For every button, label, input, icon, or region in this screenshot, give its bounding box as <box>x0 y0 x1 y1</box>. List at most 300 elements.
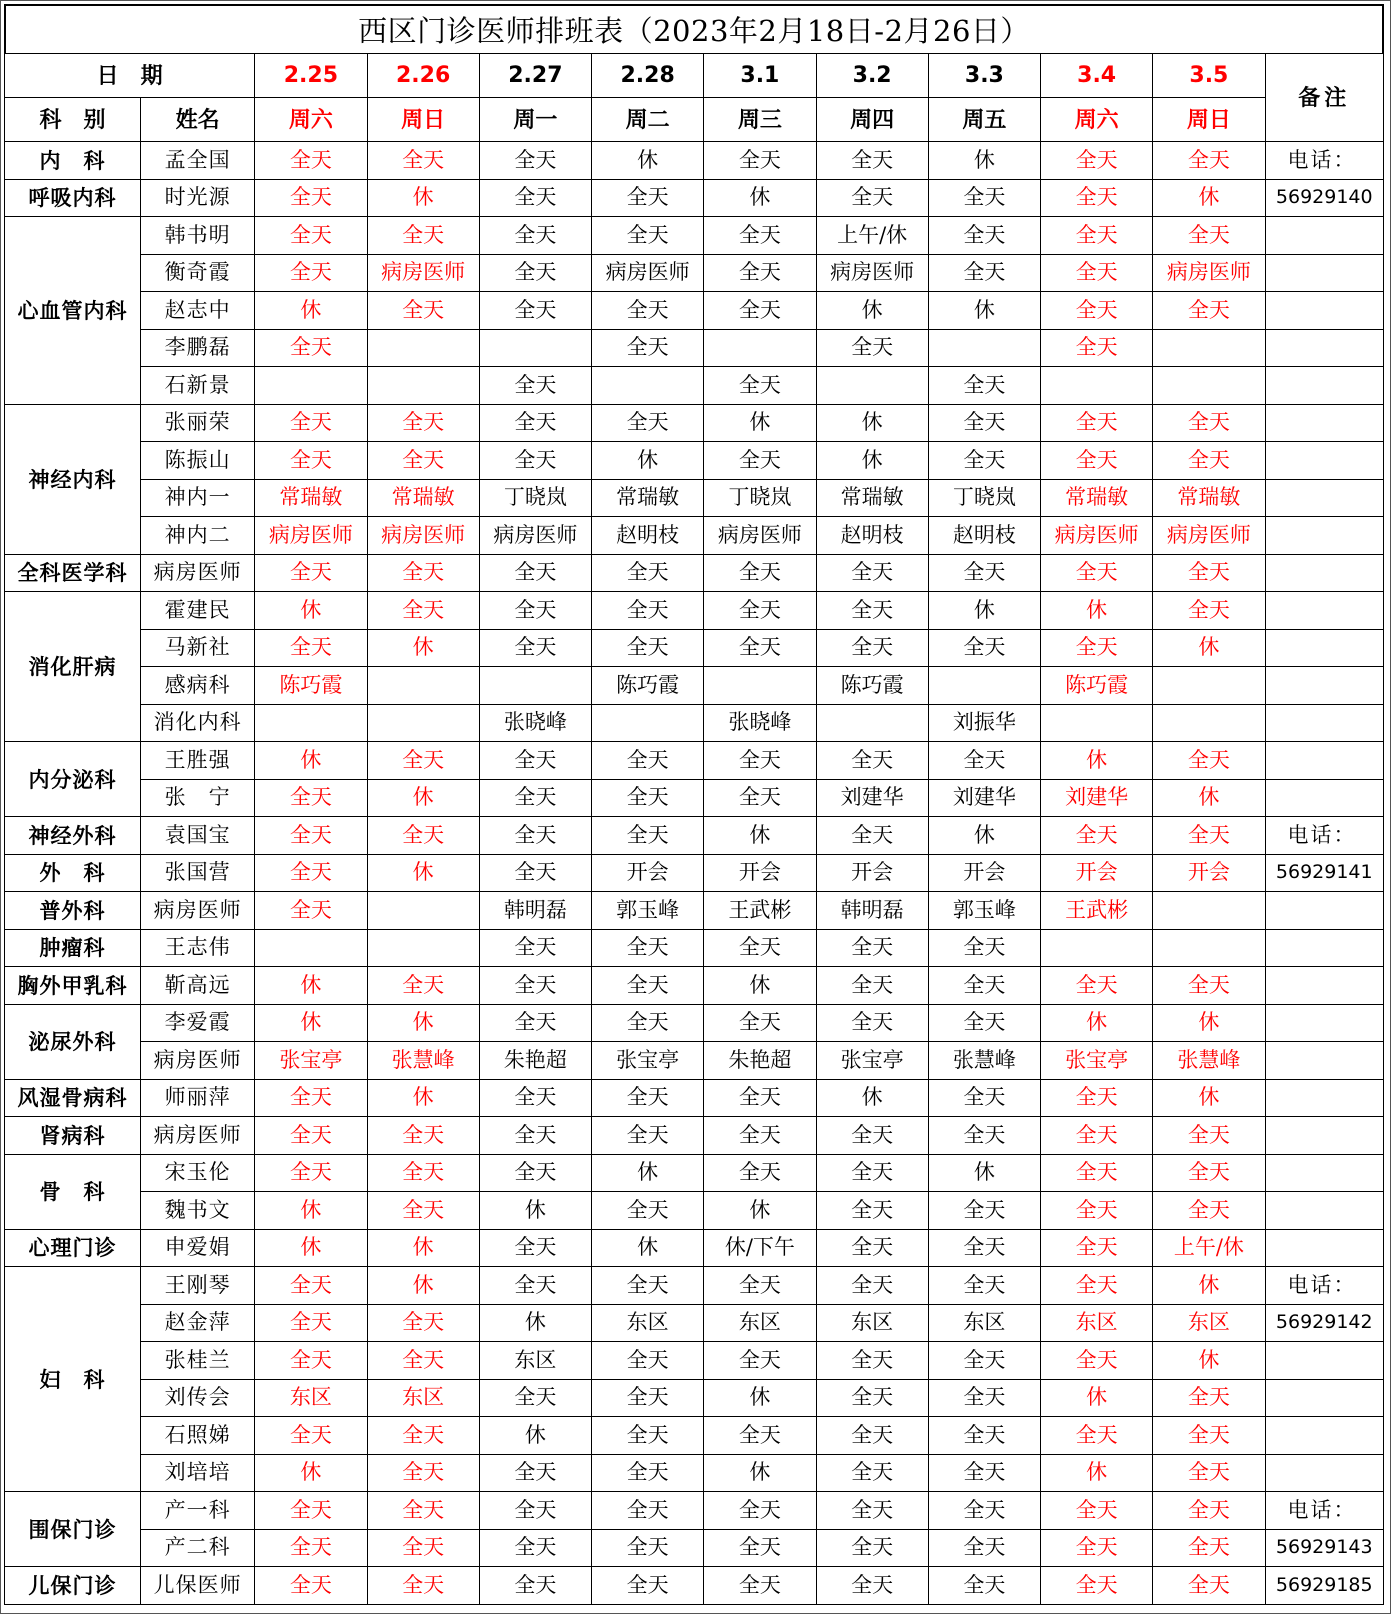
shift-cell <box>1041 367 1153 405</box>
remark-cell <box>1265 554 1383 592</box>
remark-cell <box>1265 892 1383 930</box>
shift-cell: 休 <box>592 142 704 180</box>
shift-cell: 全天 <box>255 817 367 855</box>
shift-cell: 休 <box>255 967 367 1005</box>
shift-cell: 全天 <box>704 367 816 405</box>
shift-cell: 东区 <box>1153 1304 1265 1342</box>
remark-cell: 56929140 <box>1265 179 1383 217</box>
shift-cell: 休 <box>816 292 928 330</box>
doctor-name-cell: 张 宁 <box>140 779 254 817</box>
shift-cell: 全天 <box>1041 1192 1153 1230</box>
shift-cell: 全天 <box>592 404 704 442</box>
shift-cell: 全天 <box>592 967 704 1005</box>
shift-cell: 全天 <box>1153 404 1265 442</box>
department-cell: 外 科 <box>5 854 141 892</box>
shift-cell <box>592 367 704 405</box>
shift-cell: 张宝亭 <box>255 1042 367 1080</box>
shift-cell: 全天 <box>1041 1079 1153 1117</box>
shift-cell: 全天 <box>704 1004 816 1042</box>
shift-cell: 常瑞敏 <box>1041 479 1153 517</box>
shift-cell: 全天 <box>255 1342 367 1380</box>
doctor-name-cell: 产二科 <box>140 1529 254 1567</box>
shift-cell: 全天 <box>592 1267 704 1305</box>
shift-cell <box>479 667 591 705</box>
shift-cell: 全天 <box>592 217 704 255</box>
shift-cell: 常瑞敏 <box>1153 479 1265 517</box>
shift-cell: 王武彬 <box>704 892 816 930</box>
remark-cell <box>1265 1417 1383 1455</box>
shift-cell: 刘建华 <box>816 779 928 817</box>
shift-cell: 全天 <box>928 1079 1040 1117</box>
shift-cell: 全天 <box>255 1529 367 1567</box>
shift-cell: 全天 <box>816 1192 928 1230</box>
shift-cell: 全天 <box>1153 442 1265 480</box>
doctor-name-cell: 病房医师 <box>140 1117 254 1155</box>
shift-cell: 全天 <box>704 1079 816 1117</box>
shift-cell: 全天 <box>928 1492 1040 1530</box>
doctor-name-cell: 魏书文 <box>140 1192 254 1230</box>
shift-cell: 全天 <box>928 1379 1040 1417</box>
shift-cell: 全天 <box>816 554 928 592</box>
department-cell: 神经内科 <box>5 404 141 554</box>
shift-cell <box>928 667 1040 705</box>
shift-cell: 全天 <box>255 442 367 480</box>
shift-cell: 全天 <box>255 1304 367 1342</box>
shift-cell <box>1041 929 1153 967</box>
department-cell: 心理门诊 <box>5 1229 141 1267</box>
shift-cell: 东区 <box>479 1342 591 1380</box>
shift-cell: 全天 <box>255 1117 367 1155</box>
shift-cell: 全天 <box>367 217 479 255</box>
doctor-name-cell: 神内一 <box>140 479 254 517</box>
shift-cell: 全天 <box>928 367 1040 405</box>
shift-cell: 全天 <box>816 1529 928 1567</box>
shift-cell: 东区 <box>928 1304 1040 1342</box>
shift-cell: 全天 <box>704 1529 816 1567</box>
shift-cell: 全天 <box>1153 1192 1265 1230</box>
shift-cell: 休 <box>367 1004 479 1042</box>
shift-cell: 休 <box>367 1229 479 1267</box>
schedule-row <box>5 742 1384 780</box>
shift-cell: 全天 <box>479 742 591 780</box>
shift-cell: 全天 <box>592 1342 704 1380</box>
shift-cell: 丁晓岚 <box>928 479 1040 517</box>
schedule-row <box>5 1454 1384 1492</box>
shift-cell: 全天 <box>704 779 816 817</box>
shift-cell <box>367 667 479 705</box>
shift-cell: 休 <box>367 179 479 217</box>
shift-cell: 张慧峰 <box>1153 1042 1265 1080</box>
shift-cell: 休 <box>704 817 816 855</box>
schedule-row <box>5 1267 1384 1305</box>
shift-cell: 病房医师 <box>1153 254 1265 292</box>
doctor-name-cell: 王志伟 <box>140 929 254 967</box>
department-cell: 心血管内科 <box>5 217 141 405</box>
schedule-row <box>5 629 1384 667</box>
shift-cell: 陈巧霞 <box>816 667 928 705</box>
shift-cell: 全天 <box>1153 554 1265 592</box>
shift-cell: 休 <box>704 1454 816 1492</box>
shift-cell <box>1153 329 1265 367</box>
schedule-row <box>5 367 1384 405</box>
shift-cell: 全天 <box>367 554 479 592</box>
shift-cell: 休 <box>367 779 479 817</box>
shift-cell: 朱艳超 <box>479 1042 591 1080</box>
shift-cell: 开会 <box>1041 854 1153 892</box>
shift-cell: 全天 <box>1041 629 1153 667</box>
shift-cell: 开会 <box>816 854 928 892</box>
shift-cell: 休 <box>592 1229 704 1267</box>
remark-header: 备注 <box>1265 54 1383 142</box>
department-cell: 消化肝病 <box>5 592 141 742</box>
shift-cell: 全天 <box>367 442 479 480</box>
shift-cell <box>479 329 591 367</box>
shift-cell: 全天 <box>1153 1492 1265 1530</box>
shift-cell: 韩明磊 <box>479 892 591 930</box>
remark-cell <box>1265 1379 1383 1417</box>
shift-cell: 全天 <box>704 142 816 180</box>
shift-cell <box>928 329 1040 367</box>
shift-cell: 全天 <box>1153 1454 1265 1492</box>
shift-cell: 全天 <box>592 929 704 967</box>
shift-cell: 休 <box>704 1379 816 1417</box>
date-cell: 3.3 <box>928 54 1040 98</box>
shift-cell: 全天 <box>816 817 928 855</box>
department-cell: 普外科 <box>5 892 141 930</box>
shift-cell <box>367 929 479 967</box>
remark-cell <box>1265 442 1383 480</box>
shift-cell: 休 <box>704 967 816 1005</box>
roster-table <box>4 53 1384 1605</box>
schedule-row <box>5 179 1384 217</box>
shift-cell: 全天 <box>928 629 1040 667</box>
remark-cell <box>1265 1042 1383 1080</box>
shift-cell: 全天 <box>479 929 591 967</box>
header-row-weekdays <box>5 98 1384 142</box>
shift-cell: 全天 <box>255 892 367 930</box>
shift-cell: 休 <box>255 292 367 330</box>
shift-cell: 休 <box>1041 1379 1153 1417</box>
shift-cell: 全天 <box>479 1229 591 1267</box>
remark-cell <box>1265 404 1383 442</box>
shift-cell: 全天 <box>928 929 1040 967</box>
doctor-name-cell: 李爱霞 <box>140 1004 254 1042</box>
shift-cell: 全天 <box>1041 442 1153 480</box>
department-cell: 呼吸内科 <box>5 179 141 217</box>
shift-cell: 全天 <box>928 1229 1040 1267</box>
remark-cell <box>1265 217 1383 255</box>
shift-cell: 病房医师 <box>1041 517 1153 555</box>
shift-cell: 全天 <box>1041 142 1153 180</box>
shift-cell: 全天 <box>592 1417 704 1455</box>
shift-cell: 休 <box>704 179 816 217</box>
shift-cell: 病房医师 <box>704 517 816 555</box>
department-cell: 肿瘤科 <box>5 929 141 967</box>
shift-cell: 全天 <box>255 1417 367 1455</box>
shift-cell: 全天 <box>704 1267 816 1305</box>
shift-cell: 全天 <box>255 1492 367 1530</box>
shift-cell: 全天 <box>255 629 367 667</box>
remark-cell <box>1265 1229 1383 1267</box>
shift-cell: 全天 <box>479 1117 591 1155</box>
doctor-name-cell: 马新社 <box>140 629 254 667</box>
shift-cell <box>255 929 367 967</box>
doctor-name-cell: 病房医师 <box>140 1042 254 1080</box>
shift-cell: 全天 <box>479 592 591 630</box>
shift-cell: 全天 <box>367 404 479 442</box>
shift-cell: 休 <box>255 1229 367 1267</box>
schedule-row <box>5 1229 1384 1267</box>
doctor-name-cell: 李鹏磊 <box>140 329 254 367</box>
shift-cell: 全天 <box>479 367 591 405</box>
schedule-row <box>5 1079 1384 1117</box>
schedule-row <box>5 1342 1384 1380</box>
shift-cell: 休 <box>1153 1342 1265 1380</box>
shift-cell: 休 <box>367 854 479 892</box>
shift-cell: 休 <box>255 1004 367 1042</box>
remark-cell: 电话： <box>1265 1267 1383 1305</box>
weekday-cell: 周五 <box>928 98 1040 142</box>
shift-cell: 休 <box>367 629 479 667</box>
shift-cell: 全天 <box>1041 1342 1153 1380</box>
shift-cell: 全天 <box>479 404 591 442</box>
weekday-cell: 周三 <box>704 98 816 142</box>
shift-cell: 全天 <box>479 554 591 592</box>
schedule-row <box>5 1492 1384 1530</box>
shift-cell: 东区 <box>816 1304 928 1342</box>
shift-cell: 休 <box>928 142 1040 180</box>
shift-cell <box>367 892 479 930</box>
shift-cell: 全天 <box>816 329 928 367</box>
shift-cell <box>592 704 704 742</box>
schedule-row <box>5 704 1384 742</box>
shift-cell <box>1153 704 1265 742</box>
shift-cell: 全天 <box>255 329 367 367</box>
weekday-cell: 周日 <box>1153 98 1265 142</box>
shift-cell: 全天 <box>255 254 367 292</box>
shift-cell: 全天 <box>479 1379 591 1417</box>
schedule-row <box>5 967 1384 1005</box>
schedule-row <box>5 442 1384 480</box>
shift-cell: 全天 <box>704 1154 816 1192</box>
shift-cell: 全天 <box>704 554 816 592</box>
shift-cell: 全天 <box>1153 217 1265 255</box>
department-cell: 胸外甲乳科 <box>5 967 141 1005</box>
schedule-row <box>5 142 1384 180</box>
remark-cell <box>1265 929 1383 967</box>
weekday-cell: 周六 <box>1041 98 1153 142</box>
doctor-name-cell: 王胜强 <box>140 742 254 780</box>
shift-cell <box>255 704 367 742</box>
doctor-name-cell: 师丽萍 <box>140 1079 254 1117</box>
shift-cell: 休 <box>704 1192 816 1230</box>
shift-cell: 全天 <box>592 1192 704 1230</box>
shift-cell: 全天 <box>1041 1417 1153 1455</box>
shift-cell: 常瑞敏 <box>816 479 928 517</box>
doctor-name-cell: 赵金萍 <box>140 1304 254 1342</box>
shift-cell: 全天 <box>592 1079 704 1117</box>
doctor-name-cell: 时光源 <box>140 179 254 217</box>
date-cell: 2.27 <box>479 54 591 98</box>
shift-cell: 全天 <box>592 742 704 780</box>
shift-cell: 全天 <box>592 1117 704 1155</box>
shift-cell: 全天 <box>479 967 591 1005</box>
date-cell: 3.2 <box>816 54 928 98</box>
shift-cell: 休 <box>928 1154 1040 1192</box>
shift-cell: 全天 <box>928 1004 1040 1042</box>
shift-cell: 全天 <box>1041 179 1153 217</box>
shift-cell: 病房医师 <box>255 517 367 555</box>
shift-cell: 张宝亭 <box>816 1042 928 1080</box>
shift-cell: 病房医师 <box>816 254 928 292</box>
shift-cell: 全天 <box>816 179 928 217</box>
shift-cell: 陈巧霞 <box>255 667 367 705</box>
schedule-row <box>5 1529 1384 1567</box>
shift-cell: 全天 <box>367 1342 479 1380</box>
doctor-name-cell: 刘培培 <box>140 1454 254 1492</box>
remark-cell <box>1265 967 1383 1005</box>
shift-cell: 东区 <box>367 1379 479 1417</box>
shift-cell: 全天 <box>816 929 928 967</box>
shift-cell: 全天 <box>704 592 816 630</box>
shift-cell <box>704 329 816 367</box>
schedule-row <box>5 1154 1384 1192</box>
shift-cell: 休 <box>704 404 816 442</box>
remark-cell <box>1265 517 1383 555</box>
shift-cell: 全天 <box>1153 817 1265 855</box>
shift-cell: 全天 <box>1041 217 1153 255</box>
shift-cell: 休 <box>592 1154 704 1192</box>
remark-cell <box>1265 479 1383 517</box>
shift-cell: 全天 <box>704 629 816 667</box>
remark-cell: 电话： <box>1265 817 1383 855</box>
shift-cell: 刘振华 <box>928 704 1040 742</box>
shift-cell: 全天 <box>479 629 591 667</box>
shift-cell: 全天 <box>592 1379 704 1417</box>
doctor-name-cell: 产一科 <box>140 1492 254 1530</box>
remark-cell <box>1265 779 1383 817</box>
shift-cell: 休 <box>928 592 1040 630</box>
doctor-name-cell: 王刚琴 <box>140 1267 254 1305</box>
shift-cell: 开会 <box>1153 854 1265 892</box>
department-cell: 骨 科 <box>5 1154 141 1229</box>
schedule-row <box>5 929 1384 967</box>
schedule-row <box>5 479 1384 517</box>
shift-cell: 病房医师 <box>1153 517 1265 555</box>
shift-cell: 全天 <box>928 217 1040 255</box>
shift-cell: 全天 <box>367 142 479 180</box>
shift-cell: 全天 <box>704 217 816 255</box>
date-cell: 2.28 <box>592 54 704 98</box>
date-cell: 3.1 <box>704 54 816 98</box>
department-cell: 全科医学科 <box>5 554 141 592</box>
schedule-row <box>5 1304 1384 1342</box>
shift-cell <box>1153 892 1265 930</box>
shift-cell: 全天 <box>592 329 704 367</box>
remark-cell <box>1265 1342 1383 1380</box>
shift-cell: 张晓峰 <box>704 704 816 742</box>
remark-cell <box>1265 1154 1383 1192</box>
shift-cell: 全天 <box>479 779 591 817</box>
shift-cell: 全天 <box>928 179 1040 217</box>
shift-cell: 全天 <box>1153 1117 1265 1155</box>
shift-cell <box>1153 367 1265 405</box>
shift-cell: 全天 <box>367 1417 479 1455</box>
shift-cell: 上午/休 <box>1153 1229 1265 1267</box>
shift-cell: 休 <box>1041 592 1153 630</box>
header-row-dates <box>5 54 1384 98</box>
shift-cell: 全天 <box>367 1117 479 1155</box>
shift-cell: 全天 <box>255 1079 367 1117</box>
shift-cell: 全天 <box>367 1304 479 1342</box>
shift-cell: 全天 <box>1041 817 1153 855</box>
shift-cell: 全天 <box>255 554 367 592</box>
weekday-cell: 周四 <box>816 98 928 142</box>
shift-cell: 常瑞敏 <box>255 479 367 517</box>
doctor-name-cell: 张桂兰 <box>140 1342 254 1380</box>
shift-cell: 休 <box>816 404 928 442</box>
shift-cell: 全天 <box>592 629 704 667</box>
shift-cell: 全天 <box>816 967 928 1005</box>
date-header: 日 期 <box>5 54 255 98</box>
schedule-row <box>5 329 1384 367</box>
shift-cell: 全天 <box>479 817 591 855</box>
remark-cell <box>1265 254 1383 292</box>
schedule-row <box>5 292 1384 330</box>
shift-cell: 全天 <box>592 1004 704 1042</box>
shift-cell <box>367 329 479 367</box>
shift-cell: 全天 <box>367 1567 479 1605</box>
shift-cell: 全天 <box>704 442 816 480</box>
shift-cell: 全天 <box>255 1567 367 1605</box>
shift-cell: 全天 <box>367 1529 479 1567</box>
shift-cell: 全天 <box>367 1492 479 1530</box>
shift-cell: 全天 <box>1041 1492 1153 1530</box>
doctor-name-cell: 神内二 <box>140 517 254 555</box>
schedule-row <box>5 554 1384 592</box>
shift-cell: 全天 <box>704 292 816 330</box>
shift-cell: 全天 <box>479 142 591 180</box>
shift-cell: 全天 <box>928 554 1040 592</box>
shift-cell: 常瑞敏 <box>367 479 479 517</box>
shift-cell: 休 <box>1153 1079 1265 1117</box>
remark-cell <box>1265 704 1383 742</box>
shift-cell: 全天 <box>479 1004 591 1042</box>
doctor-name-cell: 霍建民 <box>140 592 254 630</box>
roster-body <box>5 54 1384 1605</box>
doctor-name-cell: 消化内科 <box>140 704 254 742</box>
shift-cell: 休 <box>592 442 704 480</box>
shift-cell: 全天 <box>704 1492 816 1530</box>
shift-cell: 全天 <box>816 1004 928 1042</box>
schedule-row <box>5 254 1384 292</box>
schedule-row <box>5 217 1384 255</box>
shift-cell: 全天 <box>816 1454 928 1492</box>
schedule-row <box>5 1004 1384 1042</box>
shift-cell: 全天 <box>592 1492 704 1530</box>
shift-cell: 全天 <box>1041 1229 1153 1267</box>
shift-cell: 休 <box>367 1267 479 1305</box>
date-cell: 2.25 <box>255 54 367 98</box>
shift-cell: 全天 <box>479 1154 591 1192</box>
shift-cell: 全天 <box>479 1529 591 1567</box>
shift-cell: 病房医师 <box>367 254 479 292</box>
schedule-row <box>5 1567 1384 1605</box>
shift-cell: 赵明枝 <box>592 517 704 555</box>
shift-cell: 全天 <box>367 1192 479 1230</box>
shift-cell: 休 <box>928 817 1040 855</box>
shift-cell: 全天 <box>928 442 1040 480</box>
